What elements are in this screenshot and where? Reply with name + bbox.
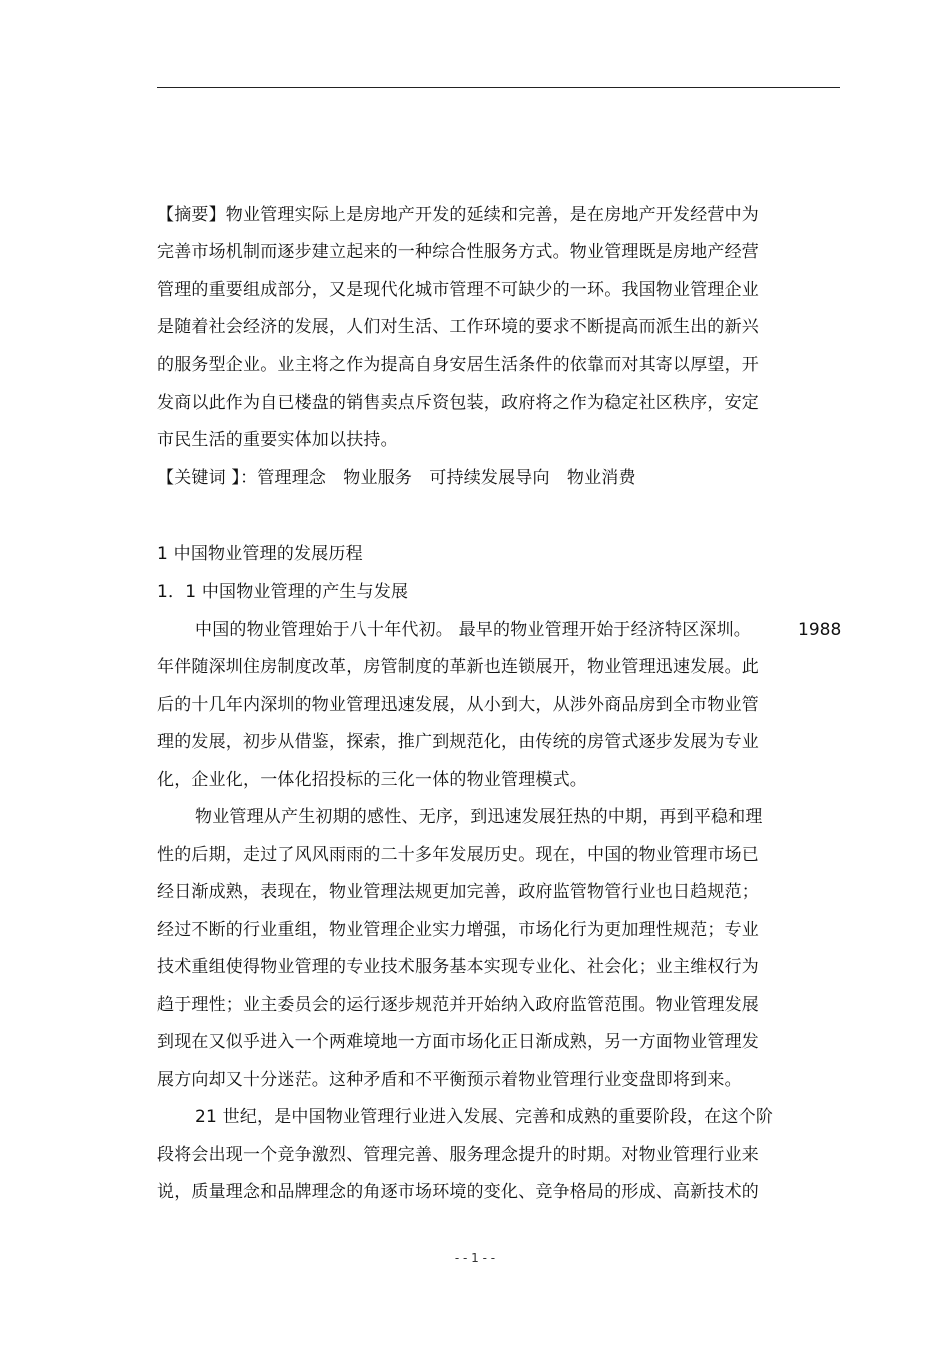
paragraph2-line: 技术重组使得物业管理的专业技术服务基本实现专业化、社会化；业主维权行为 bbox=[157, 957, 759, 977]
paragraph2-line: 经日渐成熟，表现在，物业管理法规更加完善，政府监管物管行业也日趋规范； bbox=[157, 882, 759, 902]
paragraph2-line: 展方向却又十分迷茫。这种矛盾和不平衡预示着物业管理行业变盘即将到来。 bbox=[157, 1070, 742, 1090]
paragraph1-line: 后的十几年内深圳的物业管理迅速发展，从小到大，从涉外商品房到全市物业管 bbox=[157, 695, 759, 715]
header-rule bbox=[157, 87, 840, 88]
paragraph1-first-line: 中国的物业管理始于八十年代初。 最早的物业管理开始于经济特区深圳。 bbox=[195, 620, 752, 640]
section-heading: 1 中国物业管理的发展历程 bbox=[157, 544, 363, 564]
paragraph1-year: 1988 bbox=[798, 620, 842, 640]
subsection-heading: 1．1 中国物业管理的产生与发展 bbox=[157, 582, 409, 602]
paragraph1-line: 理的发展，初步从借鉴，探索，推广到规范化，由传统的房管式逐步发展为专业 bbox=[157, 732, 759, 752]
paragraph2-line: 性的后期，走过了风风雨雨的二十多年发展历史。现在，中国的物业管理市场已 bbox=[157, 845, 759, 865]
paragraph1-line: 化，企业化，一体化招投标的三化一体的物业管理模式。 bbox=[157, 770, 587, 790]
paragraph2-line: 经过不断的行业重组，物业管理企业实力增强，市场化行为更加理性规范；专业 bbox=[157, 920, 759, 940]
abstract-line: 发商以此作为自已楼盘的销售卖点斥资包装，政府将之作为稳定社区秩序，安定 bbox=[157, 393, 759, 413]
paragraph3-line: 段将会出现一个竞争激烈、管理完善、服务理念提升的时期。对物业管理行业来 bbox=[157, 1145, 759, 1165]
abstract-line: 【摘要】物业管理实际上是房地产开发的延续和完善，是在房地产开发经营中为 bbox=[157, 205, 759, 225]
abstract-line: 市民生活的重要实体加以扶持。 bbox=[157, 430, 398, 450]
abstract-line: 是随着社会经济的发展，人们对生活、工作环境的要求不断提高而派生出的新兴 bbox=[157, 317, 759, 337]
paragraph2-line: 趋于理性；业主委员会的运行逐步规范并开始纳入政府监管范围。物业管理发展 bbox=[157, 995, 759, 1015]
abstract-line: 完善市场机制而逐步建立起来的一种综合性服务方式。物业管理既是房地产经营 bbox=[157, 242, 759, 262]
paragraph3-line: 说，质量理念和品牌理念的角逐市场环境的变化、竞争格局的形成、高新技术的 bbox=[157, 1182, 759, 1202]
page-number: - - 1 - - bbox=[454, 1251, 496, 1265]
paragraph1-line: 年伴随深圳住房制度改革，房管制度的革新也连锁展开，物业管理迅速发展。此 bbox=[157, 657, 759, 677]
paragraph3-first-line: 21 世纪，是中国物业管理行业进入发展、完善和成熟的重要阶段，在这个阶 bbox=[195, 1107, 774, 1127]
abstract-line: 的服务型企业。业主将之作为提高自身安居生活条件的依靠而对其寄以厚望，开 bbox=[157, 355, 759, 375]
abstract-line: 管理的重要组成部分，又是现代化城市管理不可缺少的一环。我国物业管理企业 bbox=[157, 280, 759, 300]
paragraph2-first-line: 物业管理从产生初期的感性、无序，到迅速发展狂热的中期，再到平稳和理 bbox=[195, 807, 763, 827]
keywords: 【关键词 】：管理理念 物业服务 可持续发展导向 物业消费 bbox=[157, 468, 636, 488]
paragraph2-line: 到现在又似乎进入一个两难境地一方面市场化正日渐成熟，另一方面物业管理发 bbox=[157, 1032, 759, 1052]
